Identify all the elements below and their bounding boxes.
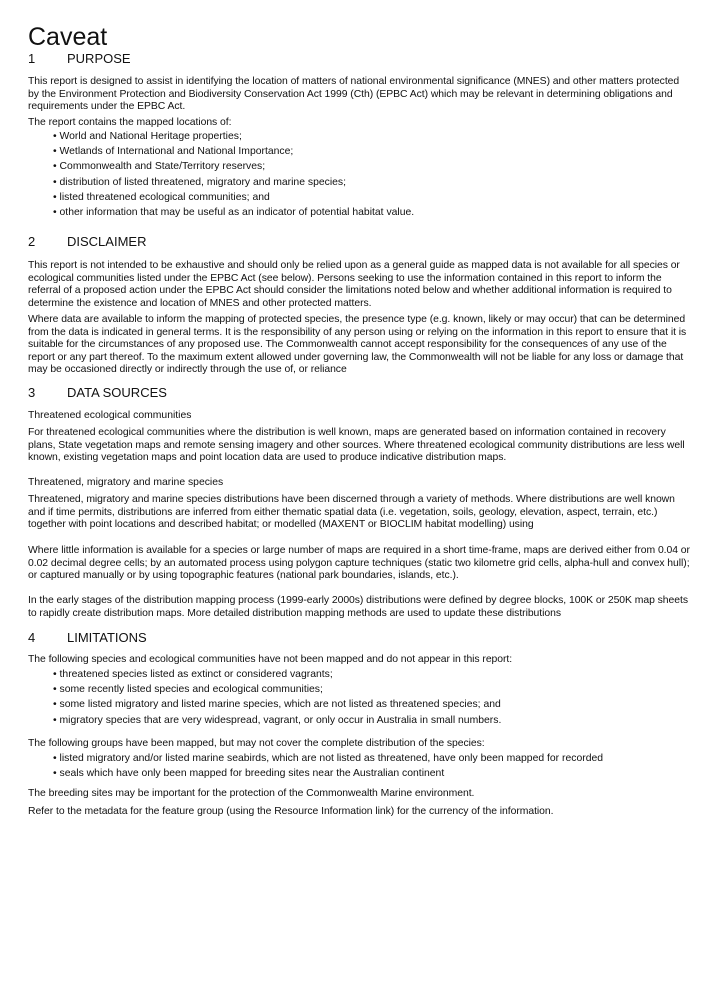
species-low-info-paragraph: Where little information is available for a species or large number of maps are required in a short time-frame, maps are derived either from 0.04 or 0.02 decimal degree cells; by an automated process using polygon capture techniques (static two kilometre grid cells, alpha-hull and convex hull); or captured manually or by using topographic features (national park boundaries, islands, etc.). — [28, 545, 690, 581]
purpose-paragraph: This report is designed to assist in identifying the location of matters of national environmental significance (MNES) and other matters protected by the Environment Protection and Biodiversity Conservation Act 1999 (Cth) (EPBC Act) which may be relevant in determining obligations and requirements under the EPBC Act. — [28, 76, 680, 112]
list-item: • listed migratory and/or listed marine seabirds, which are not listed as threatened, have only been mapped for recorded — [53, 753, 603, 768]
disclaimer-paragraph-1: This report is not intended to be exhaustive and should only be relied upon as a general guide as mapped data is not available for all species or ecological communities listed under the EPBC Act (see below). Persons seeking to use the information contained in this report to inform the referral of a proposed action under the EPBC Act should consider the limitations noted below and whether additional information is required to determine the existence and location of MNES and other protected matters. — [28, 260, 680, 309]
section-title: DATA SOURCES — [67, 385, 167, 400]
species-methods-paragraph: Threatened, migratory and marine species distributions have been discerned through a variety of methods. Where distributions are well known and if time permits, distributions are inferred from either thematic spatial data (i.e. vegetation, soils, geology, elevation, aspect, terrain, etc.) together with point locations and described habitat; or modelled (MAXENT or BIOCLIM habitat modelling) using — [28, 494, 675, 530]
early-mapping-paragraph: In the early stages of the distribution mapping process (1999-early 2000s) distributions were defined by degree blocks, 100K or 250K map sheets to rapidly create distribution maps. More detailed distribution mapping methods are used to update these distributions — [28, 595, 688, 619]
list-item: • listed threatened ecological communities; and — [53, 192, 414, 207]
disclaimer-paragraph-2: Where data are available to inform the mapping of protected species, the presence type (e.g. known, likely or may occur) that can be determined from the data is indicated in general terms. It is the responsibility of any person using or relying on the information in this report to ensure that it is suitable for the circumstances of any proposed use. The Commonwealth cannot accept responsibility for the consequences of any use of the report or any part thereof. To the maximum extent allowed under governing law, the Commonwealth will not be liable for any loss or damage that may be occasioned directly or indirectly through the use of, or reliance — [28, 314, 687, 375]
list-item: • Wetlands of International and National Importance; — [53, 146, 414, 161]
page-title: Caveat — [28, 23, 108, 51]
section-heading-data-sources — [28, 385, 167, 401]
section-number: 4 — [28, 630, 36, 645]
list-item: • some recently listed species and ecological communities; — [53, 684, 501, 699]
list-item: • migratory species that are very widespread, vagrant, or only occur in Australia in small numbers. — [53, 715, 501, 730]
mapped-locations-list — [53, 131, 414, 222]
subheading-threatened-migratory-marine-species: Threatened, migratory and marine species — [28, 477, 224, 488]
list-item: • World and National Heritage properties; — [53, 131, 414, 146]
subheading-threatened-ecological-communities: Threatened ecological communities — [28, 410, 192, 421]
purpose-list-intro: The report contains the mapped locations of: — [28, 117, 232, 128]
limitations-intro-2: The following groups have been mapped, but may not cover the complete distribution of the species: — [28, 738, 485, 749]
section-number: 2 — [28, 234, 36, 249]
limitations-intro-1: The following species and ecological communities have not been mapped and do not appear in this report: — [28, 654, 513, 665]
section-title: LIMITATIONS — [67, 630, 147, 645]
ecological-communities-paragraph: For threatened ecological communities where the distribution is well known, maps are generated based on information contained in recovery plans, State vegetation maps and remote sensing imagery and other sources. Where threatened ecological community distributions are less well known, existing vegetation maps and point location data are used to produce indicative distribution maps. — [28, 427, 685, 463]
section-title: PURPOSE — [67, 51, 131, 66]
not-mapped-list — [53, 669, 501, 730]
list-item: • other information that may be useful as an indicator of potential habitat value. — [53, 207, 414, 222]
section-heading-limitations — [28, 630, 147, 646]
section-title: DISCLAIMER — [67, 234, 147, 249]
partially-mapped-list — [53, 753, 603, 783]
section-number: 1 — [28, 51, 36, 66]
section-heading-purpose — [28, 51, 131, 67]
list-item: • threatened species listed as extinct or considered vagrants; — [53, 669, 501, 684]
list-item: • some listed migratory and listed marine species, which are not listed as threatened species; and — [53, 699, 501, 714]
breeding-sites-note: The breeding sites may be important for the protection of the Commonwealth Marine environment. — [28, 788, 475, 799]
list-item: • Commonwealth and State/Territory reserves; — [53, 161, 414, 176]
section-number: 3 — [28, 385, 36, 400]
list-item: • distribution of listed threatened, migratory and marine species; — [53, 177, 414, 192]
section-heading-disclaimer — [28, 234, 146, 250]
list-item: • seals which have only been mapped for breeding sites near the Australian continent — [53, 768, 603, 783]
metadata-note: Refer to the metadata for the feature group (using the Resource Information link) for the currency of the information. — [28, 806, 554, 817]
